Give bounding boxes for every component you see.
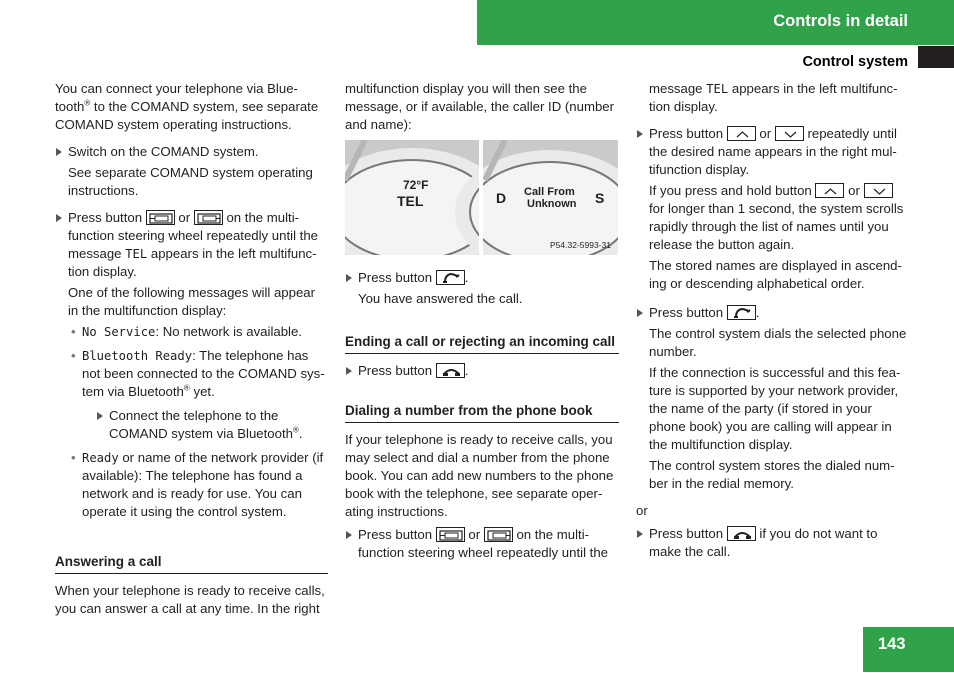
arrow-up-icon xyxy=(727,126,756,141)
registered-mark: ® xyxy=(84,98,91,108)
display-right-d: D xyxy=(496,190,507,206)
dials-note: The control system dials the selected phone number. xyxy=(649,326,907,359)
arrow-down-icon xyxy=(775,126,804,141)
messages-note: One of the following messages will appear in the multifunction display: xyxy=(68,285,316,318)
heading-ending-call: Ending a call or rejecting an incoming call xyxy=(345,333,619,354)
section-title: Controls in detail xyxy=(773,12,908,30)
heading-dialing-phonebook: Dialing a number from the phone book xyxy=(345,402,619,423)
bullet-bluetooth-ready: • Bluetooth Ready: The telephone has not been connected to the COMAND sys-tem via Bluetooth® yet. xyxy=(55,347,328,401)
or-text: or xyxy=(636,503,648,518)
intro-text-b: to the COMAND system, see separate COMAND system operating instructions. xyxy=(55,99,319,132)
display-select-forward-icon xyxy=(194,210,223,225)
phone-answer-icon xyxy=(727,305,756,320)
column-1 xyxy=(55,80,328,621)
code-tel: TEL xyxy=(706,82,729,96)
phone-hangup-icon xyxy=(436,363,465,378)
display-select-back-icon xyxy=(436,527,465,542)
tel-message-paragraph: message TEL appears in the left multifunc-tion display. xyxy=(649,81,898,114)
page-number: 143 xyxy=(878,635,906,653)
step-end-call: Press button . xyxy=(345,362,619,380)
connection-note: If the connection is successful and this fea-ture is supported by your network provider, the name of the party (if stored in your phone book) you are calling will appear in the multifunction display. xyxy=(649,365,901,452)
dialing-paragraph: If your telephone is ready to receive calls, you may select and dial a number from the phone book. You can add new numbers to the phone book with the telephone, see separate oper-ating instructions. xyxy=(345,432,614,519)
section-tab-marker xyxy=(918,46,954,68)
answering-paragraph: When your telephone is ready to receive calls, you can answer a call at any time. In the right xyxy=(55,583,325,616)
column-2 xyxy=(345,80,619,565)
step-connect-bluetooth: Connect the telephone to the COMAND system via Bluetooth®. xyxy=(55,407,328,443)
display-select-forward-icon xyxy=(484,527,513,542)
display-right-caller-line2: Unknown xyxy=(527,198,577,210)
step-switch-on-note: See separate COMAND system operating instructions. xyxy=(68,165,313,198)
redial-note: The control system stores the dialed num-ber in the redial memory. xyxy=(649,458,895,491)
answered-note: You have answered the call. xyxy=(358,291,523,306)
display-right-caller-line1: Call From xyxy=(524,186,575,198)
step-select-name: Press button or repeatedly until the desired name appears in the right mul-tifunction display. xyxy=(636,125,910,179)
bullet-no-service: • No Service: No network is available. xyxy=(55,323,328,341)
step-cancel-call: Press button if you do not want to make the call. xyxy=(636,525,910,561)
subsection-title: Control system xyxy=(802,54,908,70)
column-3 xyxy=(636,80,910,564)
arrow-down-icon xyxy=(864,183,893,198)
press-hold-note: If you press and hold button or for longer than 1 second, the system scrolls rapidly through the list of names until you release the button again. xyxy=(649,183,904,252)
bullet-ready: • Ready or name of the network provider (if available): The telephone has found a network and is ready for use. You can operate it using the control system. xyxy=(55,449,328,521)
display-paragraph: multifunction display you will then see the message, or if available, the caller ID (number and name): xyxy=(345,81,614,132)
multifunction-display-image xyxy=(345,140,618,255)
display-select-back-icon xyxy=(146,210,175,225)
step-answer-call: Press button . xyxy=(345,269,619,287)
phone-hangup-icon xyxy=(727,526,756,541)
heading-answering-call: Answering a call xyxy=(55,553,328,574)
phone-answer-icon xyxy=(436,270,465,285)
page-number-box xyxy=(863,627,954,672)
step-press-display-buttons: Press button or on the multi-function steering wheel repeatedly until the message TEL appears in the left multifunc-tion display. xyxy=(55,209,328,281)
sort-order-note: The stored names are displayed in ascend-ing or descending alphabetical order. xyxy=(649,258,902,291)
intro-paragraph xyxy=(55,80,328,134)
display-right-s: S xyxy=(595,190,605,206)
step-dial-display-buttons: Press button or on the multi-function steering wheel repeatedly until the xyxy=(345,526,619,562)
image-code: P54.32-5993-31 xyxy=(550,240,611,250)
step-switch-on: Switch on the COMAND system. xyxy=(55,143,328,161)
display-left-tel: TEL xyxy=(397,193,424,209)
code-tel: TEL xyxy=(125,247,148,261)
step-dial: Press button . xyxy=(636,304,910,322)
header-bar xyxy=(477,0,954,45)
display-left-temp: 72°F xyxy=(403,178,429,192)
intro-text-a: You can connect your telephone via Blue-tooth xyxy=(55,81,298,114)
arrow-up-icon xyxy=(815,183,844,198)
